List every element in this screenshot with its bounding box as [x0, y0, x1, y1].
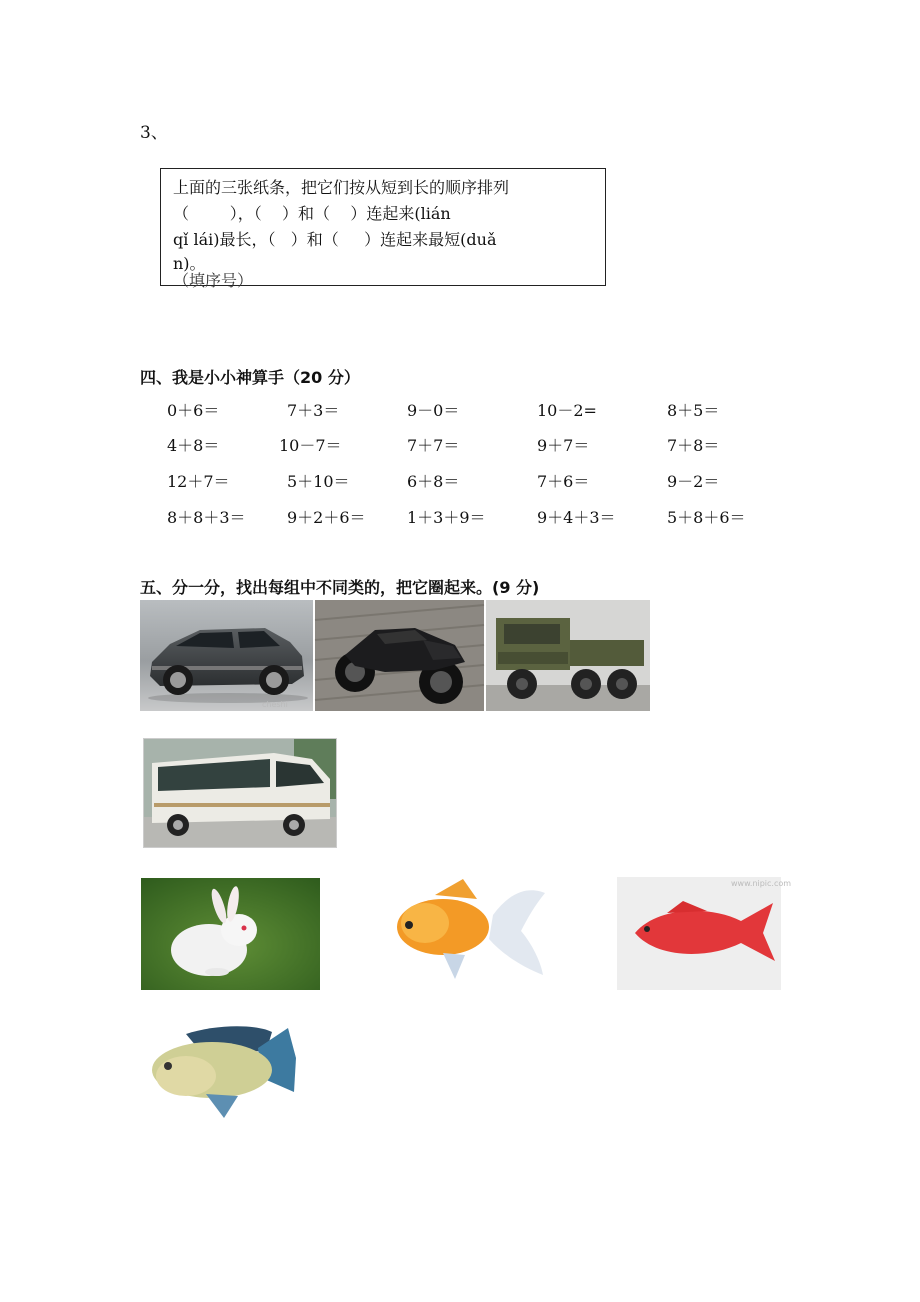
equation-r1-c2: 7＋3＝	[287, 401, 340, 420]
q3-line-4: n)。	[173, 254, 206, 273]
q3-line-1: 上面的三张纸条，把它们按从短到长的顺序排列	[173, 178, 510, 197]
equation-r3-c3: 6＋8＝	[407, 472, 460, 491]
equation-r2-c4: 9＋7＝	[537, 436, 590, 455]
equation-r2-c3: 7＋7＝	[407, 436, 460, 455]
military-truck-image[interactable]	[486, 600, 650, 711]
equation-r1-c5: 8＋5＝	[667, 401, 720, 420]
equation-r1-c1: 0＋6＝	[167, 401, 220, 420]
equation-r4-c3: 1＋3＋9＝	[407, 508, 486, 527]
q3-line-3: qǐ lái)最长，（ ）和（ ）连起来最短(duǎ	[173, 230, 497, 249]
equation-r3-c4: 7＋6＝	[537, 472, 590, 491]
equation-r3-c1: 12＋7＝	[167, 472, 230, 491]
question-3-box	[160, 168, 606, 290]
q3-line-2: （ ），（ ）和（ ）连起来(lián	[173, 204, 451, 223]
equation-r2-c5: 7＋8＝	[667, 436, 720, 455]
equation-r1-c3: 9－0＝	[407, 401, 460, 420]
motorcycle-image[interactable]	[315, 600, 484, 711]
tilapia-fish-image[interactable]	[146, 1022, 298, 1120]
suv-image[interactable]	[140, 600, 313, 711]
equation-r4-c2: 9＋2＋6＝	[287, 508, 366, 527]
equation-r3-c5: 9－2＝	[667, 472, 720, 491]
equation-r3-c2: 5＋10＝	[287, 472, 350, 491]
minibus-image[interactable]	[143, 738, 337, 848]
goldfish-image[interactable]	[385, 875, 550, 985]
rabbit-image[interactable]	[141, 878, 320, 990]
equation-r1-c4: 10－2=	[537, 401, 597, 420]
section-4-title: 四、我是小小神算手（20 分）	[140, 368, 360, 387]
equation-r4-c4: 9＋4＋3＝	[537, 508, 616, 527]
section-5-title: 五、分一分，找出每组中不同类的，把它圈起来。(9 分)	[140, 578, 540, 597]
question-3-number: 3、	[140, 123, 168, 143]
equation-r4-c5: 5＋8＋6＝	[667, 508, 746, 527]
fish-watermark: www.nipic.com	[731, 879, 792, 888]
equation-r2-c2: 10－7＝	[279, 436, 342, 455]
red-fish-image[interactable]	[617, 877, 792, 990]
suv-watermark: cheshi	[262, 700, 288, 709]
equation-r2-c1: 4＋8＝	[167, 436, 220, 455]
equation-r4-c1: 8＋8＋3＝	[167, 508, 246, 527]
q3-line-5-clipped: （填序号）	[173, 271, 254, 290]
